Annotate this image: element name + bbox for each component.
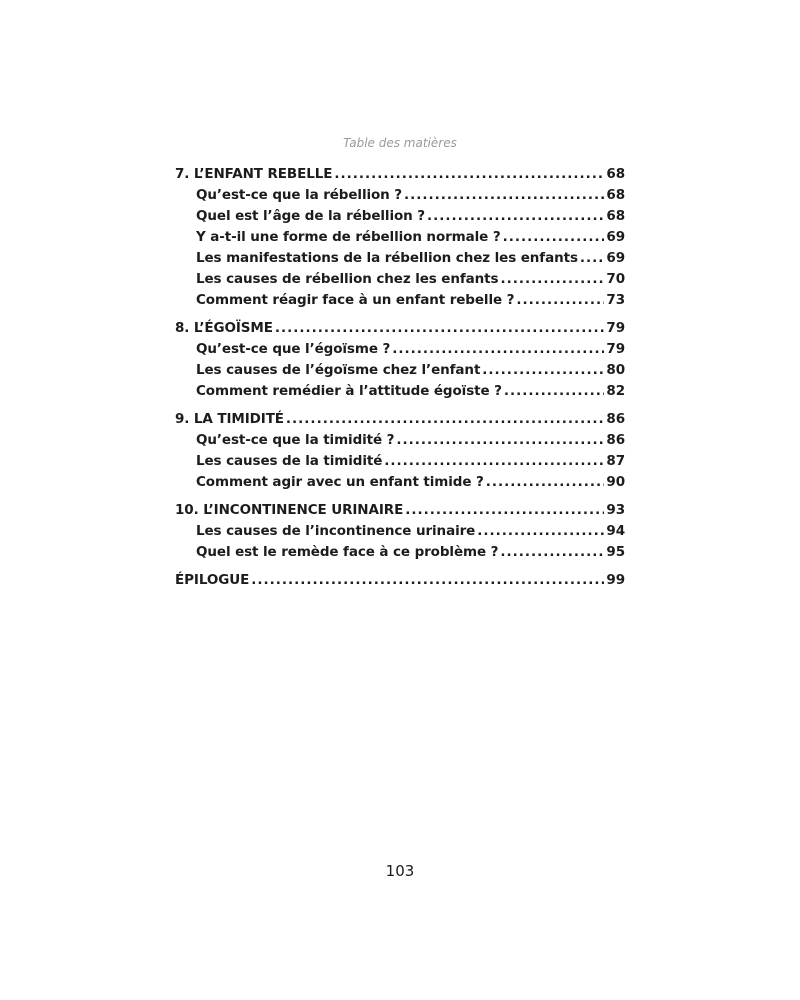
toc-chapter-row bbox=[175, 409, 625, 430]
toc-chapter-row bbox=[175, 500, 625, 521]
entry-title: Qu’est-ce que la timidité ? bbox=[196, 432, 395, 448]
entry-title: Qu’est-ce que la rébellion ? bbox=[196, 187, 403, 203]
entry-page: 94 bbox=[606, 523, 625, 539]
dot-leader bbox=[396, 430, 604, 451]
toc-entry-row bbox=[175, 451, 625, 472]
entry-page: 95 bbox=[606, 544, 625, 560]
chapter-page: 99 bbox=[606, 572, 625, 588]
toc-chapter-row bbox=[175, 164, 625, 185]
dot-leader bbox=[482, 360, 604, 381]
entry-title: Les causes de rébellion chez les enfants bbox=[196, 271, 499, 287]
chapter-title: 9. LA TIMIDITÉ bbox=[175, 411, 284, 427]
dot-leader bbox=[286, 409, 604, 430]
entry-title: Comment agir avec un enfant timide ? bbox=[196, 474, 484, 490]
toc-section-7 bbox=[175, 164, 625, 311]
toc-entry-row bbox=[175, 521, 625, 542]
dot-leader bbox=[404, 185, 604, 206]
dot-leader bbox=[251, 570, 604, 591]
toc-section-epilogue bbox=[175, 570, 625, 591]
toc-entry-row bbox=[175, 290, 625, 311]
toc-entry-row bbox=[175, 248, 625, 269]
chapter-title: 7. L’ENFANT REBELLE bbox=[175, 166, 333, 182]
entry-title: Quel est le remède face à ce problème ? bbox=[196, 544, 499, 560]
entry-page: 79 bbox=[606, 341, 625, 357]
chapter-title: ÉPILOGUE bbox=[175, 572, 250, 588]
dot-leader bbox=[427, 206, 604, 227]
toc-entry-row bbox=[175, 430, 625, 451]
dot-leader bbox=[500, 542, 604, 563]
chapter-page: 93 bbox=[606, 502, 625, 518]
toc-section-10 bbox=[175, 500, 625, 563]
entry-page: 82 bbox=[606, 383, 625, 399]
page-number: 103 bbox=[385, 862, 415, 880]
toc-section-8 bbox=[175, 318, 625, 402]
entry-page: 70 bbox=[606, 271, 625, 287]
entry-title: Les causes de la timidité bbox=[196, 453, 383, 469]
toc-entry-row bbox=[175, 360, 625, 381]
chapter-title: 10. L’INCONTINENCE URINAIRE bbox=[175, 502, 404, 518]
dot-leader bbox=[392, 339, 604, 360]
running-head: Table des matières bbox=[343, 136, 457, 150]
toc-chapter-row bbox=[175, 318, 625, 339]
entry-title: Les manifestations de la rébellion chez les enfants bbox=[196, 250, 578, 266]
entry-title: Y a-t-il une forme de rébellion normale ? bbox=[196, 229, 501, 245]
entry-title: Quel est l’âge de la rébellion ? bbox=[196, 208, 425, 224]
dot-leader bbox=[405, 500, 604, 521]
entry-page: 73 bbox=[606, 292, 625, 308]
toc-entry-row bbox=[175, 472, 625, 493]
entry-title: Qu’est-ce que l’égoïsme ? bbox=[196, 341, 391, 357]
entry-page: 68 bbox=[606, 187, 625, 203]
dot-leader bbox=[504, 381, 605, 402]
entry-page: 68 bbox=[606, 208, 625, 224]
entry-title: Comment remédier à l’attitude égoïste ? bbox=[196, 383, 502, 399]
dot-leader bbox=[477, 521, 604, 542]
entry-page: 90 bbox=[606, 474, 625, 490]
table-of-contents bbox=[175, 164, 625, 598]
toc-entry-row bbox=[175, 269, 625, 290]
toc-entry-row bbox=[175, 542, 625, 563]
entry-title: Les causes de l’égoïsme chez l’enfant bbox=[196, 362, 481, 378]
toc-entry-row bbox=[175, 339, 625, 360]
dot-leader bbox=[486, 472, 605, 493]
chapter-title: 8. L’ÉGOÏSME bbox=[175, 320, 273, 336]
chapter-page: 79 bbox=[606, 320, 625, 336]
dot-leader bbox=[384, 451, 604, 472]
chapter-page: 86 bbox=[606, 411, 625, 427]
dot-leader bbox=[500, 269, 604, 290]
dot-leader bbox=[275, 318, 605, 339]
entry-title: Les causes de l’incontinence urinaire bbox=[196, 523, 476, 539]
dot-leader bbox=[503, 227, 605, 248]
toc-section-9 bbox=[175, 409, 625, 493]
entry-page: 69 bbox=[606, 229, 625, 245]
toc-entry-row bbox=[175, 227, 625, 248]
toc-entry-row bbox=[175, 206, 625, 227]
dot-leader bbox=[516, 290, 604, 311]
toc-entry-row bbox=[175, 185, 625, 206]
entry-page: 87 bbox=[606, 453, 625, 469]
entry-page: 86 bbox=[606, 432, 625, 448]
dot-leader bbox=[334, 164, 604, 185]
entry-page: 69 bbox=[606, 250, 625, 266]
toc-entry-row bbox=[175, 381, 625, 402]
dot-leader bbox=[580, 248, 605, 269]
entry-title: Comment réagir face à un enfant rebelle ? bbox=[196, 292, 515, 308]
chapter-page: 68 bbox=[606, 166, 625, 182]
entry-page: 80 bbox=[606, 362, 625, 378]
toc-chapter-row bbox=[175, 570, 625, 591]
